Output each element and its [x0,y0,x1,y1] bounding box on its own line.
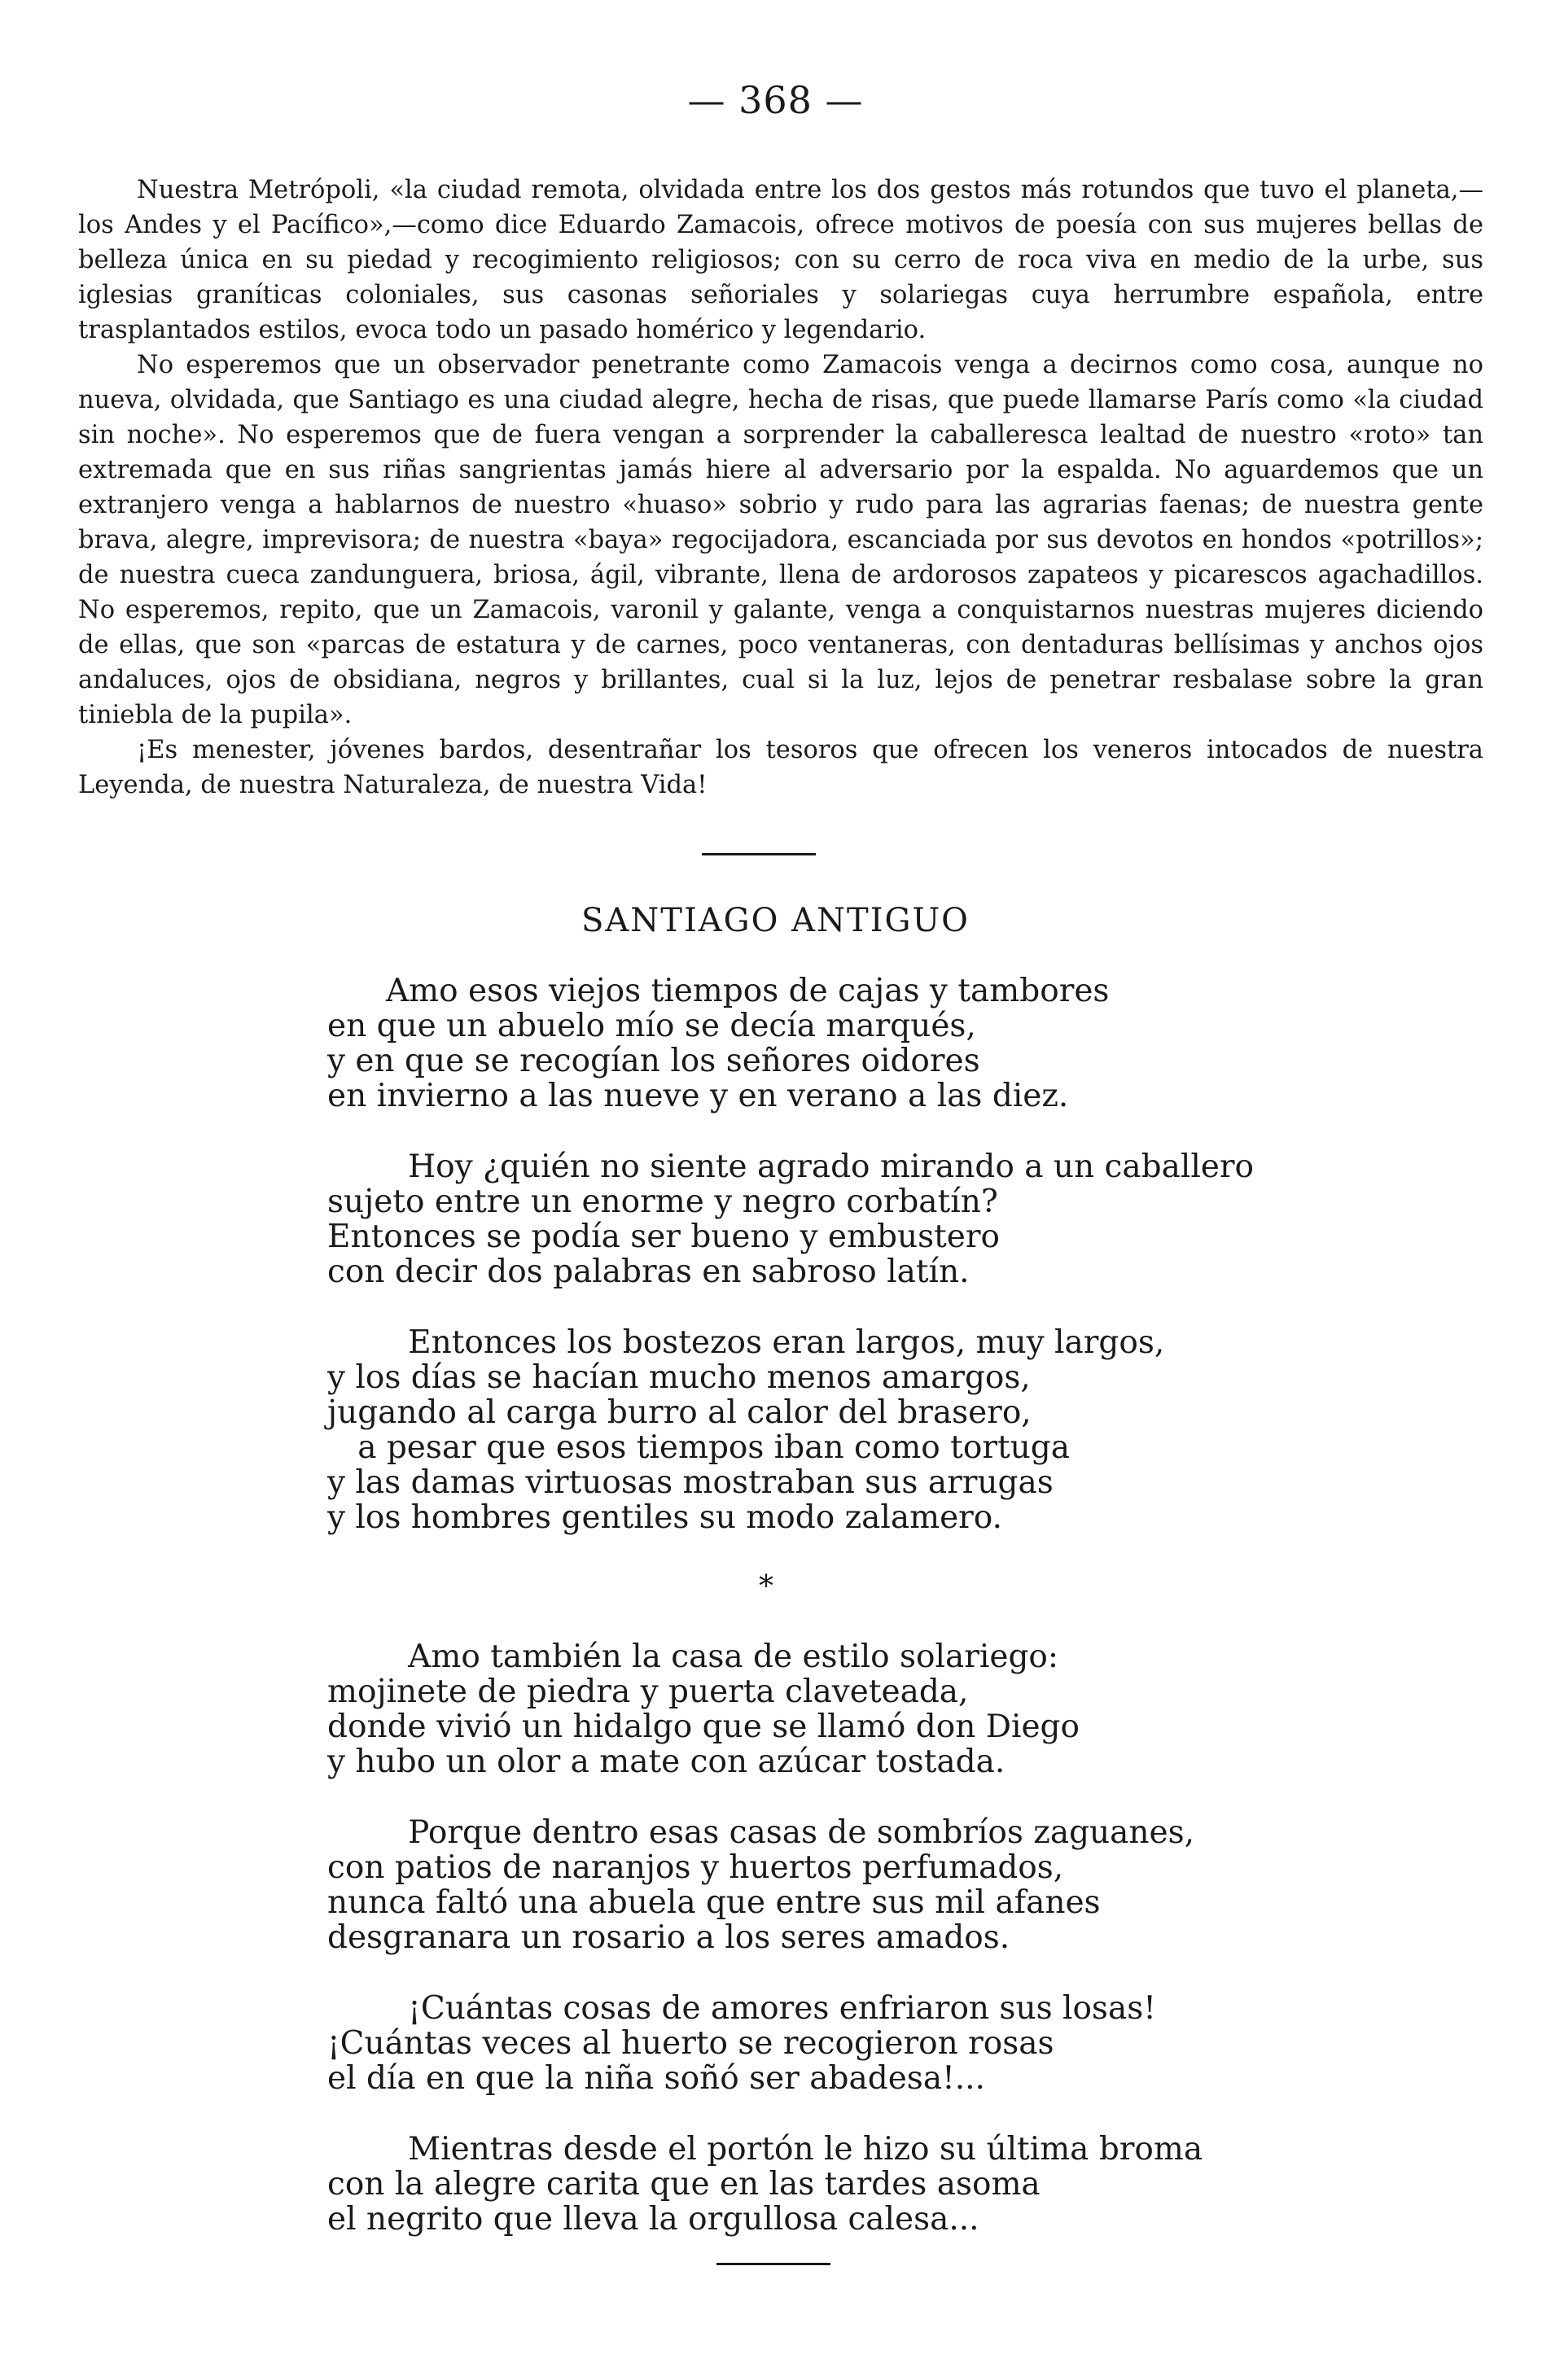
verse-line: nunca faltó una abuela que entre sus mil afanes [327,1884,1101,1921]
verse-line: y los días se hacían mucho menos amargos, [327,1359,1031,1396]
stanza-separator: * [759,1570,773,1603]
verse-line: Entonces se podía ser bueno y embustero [327,1218,1000,1255]
verse-line: el día en que la niña soñó ser abadesa!... [327,2060,985,2097]
verse-line: sujeto entre un enorme y negro corbatín? [327,1183,998,1220]
stanza [327,1991,1386,2096]
verse-line: con patios de naranjos y huertos perfumados, [327,1849,1064,1886]
closing-divider [716,2263,830,2265]
verse-line: en que un abuelo mío se decía marqués, [327,1008,976,1044]
stanza [327,1639,1386,1779]
verse-line: Amo también la casa de estilo solariego: [327,1638,1059,1675]
verse-line: Entonces los bostezos eran largos, muy largos, [327,1324,1165,1361]
verse-line: con decir dos palabras en sabroso latín. [327,1253,970,1290]
prose-paragraph: Nuestra Metrópoli, «la ciudad remota, olvidada entre los dos gestos más rotundos que tuvo el planeta,—los Andes y el Pacífico»,—como dice Eduardo Zamacois, ofrece motivos de poesía con sus mujeres bellas de belleza única en su piedad y recogimiento religiosos; con su cerro de roca viva en medio de la urbe, sus iglesias graníticas coloniales, sus casonas señoriales y solariegas cuya herrumbre española, entre trasplantados estilos, evoca todo un pasado homérico y legendario. [78,176,1483,344]
verse-line: Amo esos viejos tiempos de cajas y tambores [386,973,1110,1009]
poem [327,973,1386,2273]
verse-line: ¡Cuántas veces al huerto se recogieron rosas [327,2025,1054,2062]
verse-line: ¡Cuántas cosas de amores enfriaron sus losas! [327,1990,1156,2027]
poem-title: SANTIAGO ANTIGUO [581,902,970,939]
prose-section [78,173,1483,803]
verse-line: y los hombres gentiles su modo zalamero. [327,1499,1002,1536]
verse-line: el negrito que lleva la orgullosa calesa... [327,2201,979,2238]
verse-line: con la alegre carita que en las tardes asoma [327,2166,1041,2203]
page-number: — 368 — [687,78,864,122]
verse-line: a pesar que esos tiempos iban como tortuga [327,1429,1070,1466]
stanza [327,2132,1386,2237]
verse-line: y en que se recogían los señores oidores [327,1043,980,1079]
verse-line: Hoy ¿quién no siente agrado mirando a un caballero [327,1148,1254,1185]
verse-line: mojinete de piedra y puerta claveteada, [327,1673,969,1710]
stanza [327,1149,1386,1289]
verse-line: Mientras desde el portón le hizo su última broma [327,2131,1203,2168]
section-divider [702,853,816,855]
prose-paragraph: ¡Es menester, jóvenes bardos, desentrañar los tesoros que ofrecen los veneros intocados de nuestra Leyenda, de nuestra Naturaleza, de nuestra Vida! [78,736,1483,799]
verse-line: y las damas virtuosas mostraban sus arrugas [327,1464,1054,1501]
prose-paragraph: No esperemos que un observador penetrante como Zamacois venga a decirnos como cosa, aunque no nueva, olvidada, que Santiago es una ciudad alegre, hecha de risas, que puede llamarse París como «la ciudad sin noche». No esperemos que de fuera vengan a sorprender la caballeresca lealtad de nuestro «roto» tan extremada que en sus riñas sangrientas jamás hiere al adversario por la espalda. No aguardemos que un extranjero venga a hablarnos de nuestro «huaso» sobrio y rudo para las agrarias faenas; de nuestra gente brava, alegre, imprevisora; de nuestra «baya» regocijadora, escanciada por sus devotos en hondos «potrillos»; de nuestra cueca zandunguera, briosa, ágil, vibrante, llena de ardorosos zapateos y picarescos agachadillos. No esperemos, repito, que un Zamacois, varonil y galante, venga a conquistarnos nuestras mujeres diciendo de ellas, que son «parcas de estatura y de carnes, poco ventaneras, con dentaduras bellísimas y anchos ojos andaluces, ojos de obsidiana, negros y brillantes, cual si la luz, lejos de penetrar resbalase sobre la gran tiniebla de la pupila». [78,351,1483,729]
stanza [327,1815,1386,1955]
stanza [327,973,1386,1113]
stanza [327,1325,1386,1535]
verse-line: en invierno a las nueve y en verano a las diez. [327,1078,1069,1114]
verse-line: donde vivió un hidalgo que se llamó don Diego [327,1708,1080,1745]
verse-line: desgranara un rosario a los seres amados. [327,1919,1010,1956]
verse-line: Porque dentro esas casas de sombríos zaguanes, [327,1814,1195,1851]
verse-line: jugando al carga burro al calor del brasero, [327,1394,1032,1431]
verse-line: y hubo un olor a mate con azúcar tostada. [327,1743,1006,1780]
